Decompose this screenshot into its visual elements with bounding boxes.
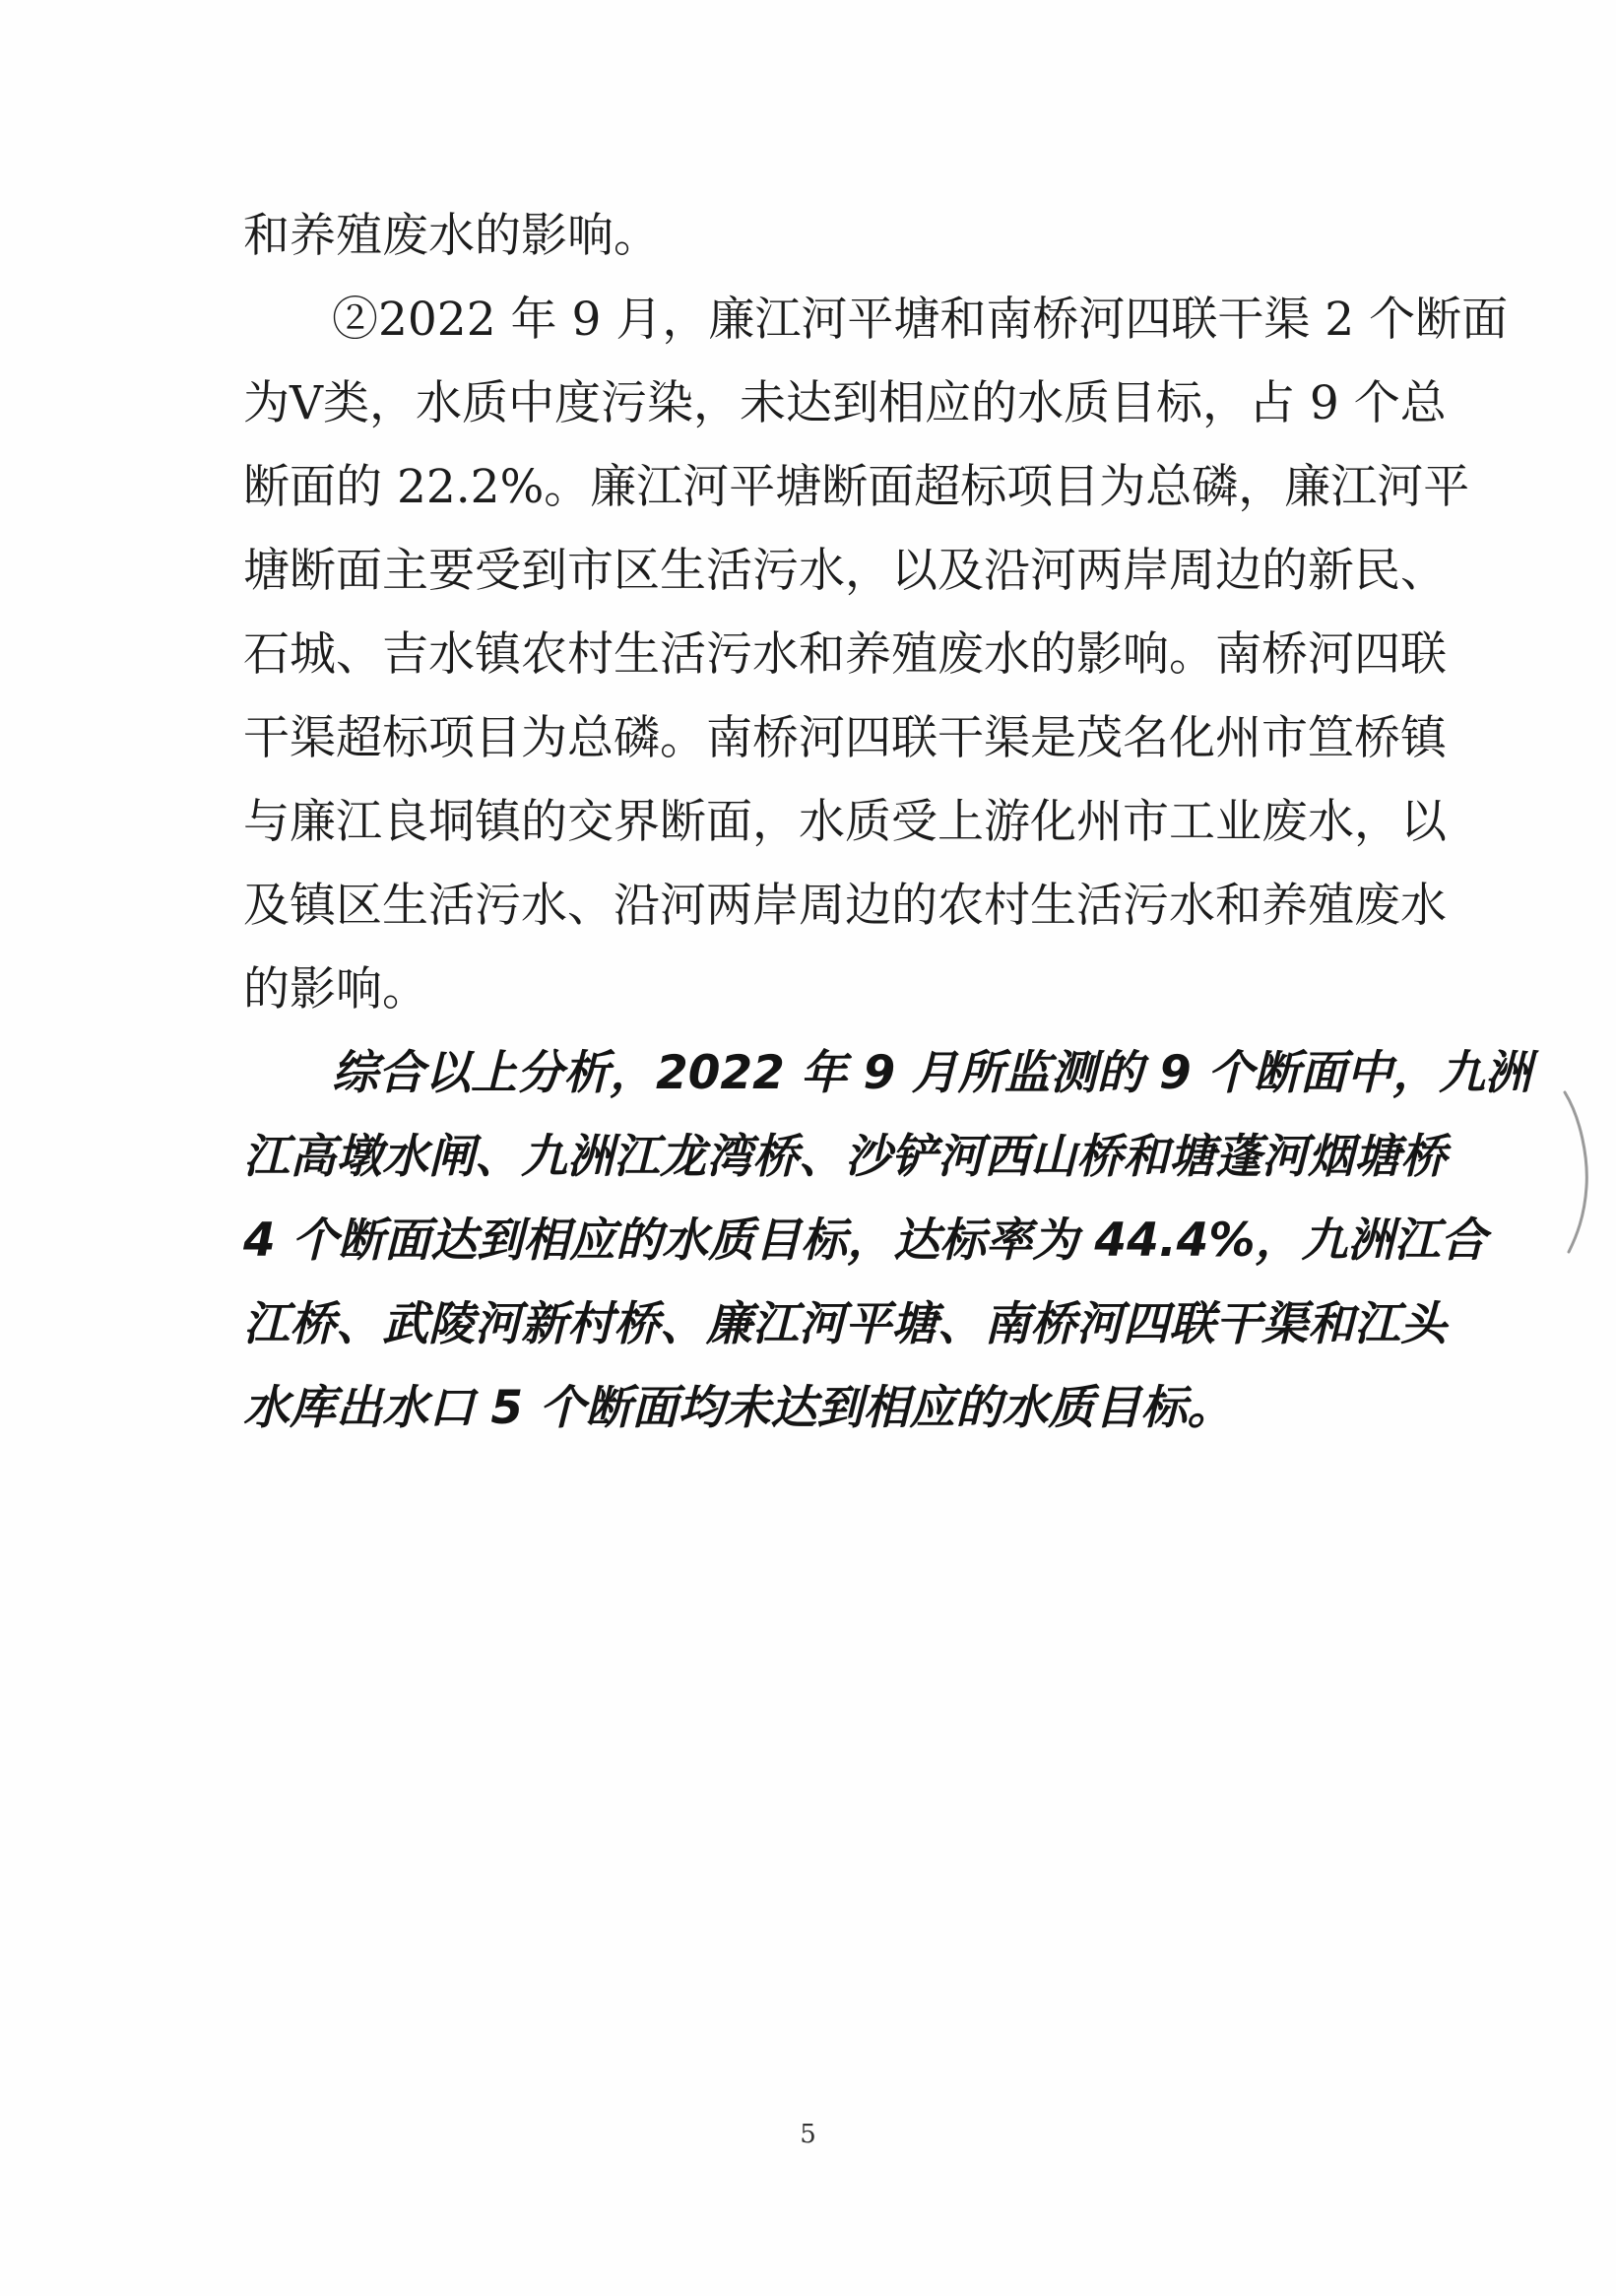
text-line: ②2022 年 9 月，廉江河平塘和南桥河四联干渠 2 个断面 [332,293,1509,347]
summary-line: 水库出水口 5 个断面均未达到相应的水质目标。 [243,1381,1234,1435]
summary-line: 综合以上分析，2022 年 9 月所监测的 9 个断面中，九洲 [332,1046,1532,1100]
summary-line: 江桥、武陵河新村桥、廉江河平塘、南桥河四联干渠和江头 [243,1297,1447,1351]
text-line: 为Ⅴ类，水质中度污染，未达到相应的水质目标，占 9 个总 [243,376,1447,430]
text-line: 的影响。 [243,962,428,1017]
text-line: 断面的 22.2%。廉江河平塘断面超标项目为总磷，廉江河平 [243,460,1470,514]
summary-line: 江高墩水闸、九洲江龙湾桥、沙铲河西山桥和塘蓬河烟塘桥 [243,1130,1447,1184]
text-line: 塘断面主要受到市区生活污水，以及沿河两岸周边的新民、 [243,544,1447,598]
text-line: 与廉江良垌镇的交界断面，水质受上游化州市工业废水，以 [243,795,1447,849]
text-line: 石城、吉水镇农村生活污水和养殖废水的影响。南桥河四联 [243,627,1447,682]
page-number: 5 [800,2120,816,2149]
text-line: 及镇区生活污水、沿河两岸周边的农村生活污水和养殖废水 [243,879,1447,933]
scan-mark-icon [1559,1088,1598,1256]
text-line: 干渠超标项目为总磷。南桥河四联干渠是茂名化州市笪桥镇 [243,711,1447,765]
text-line: 和养殖废水的影响。 [243,209,660,263]
summary-line: 4 个断面达到相应的水质目标，达标率为 44.4%，九洲江合 [243,1214,1487,1268]
